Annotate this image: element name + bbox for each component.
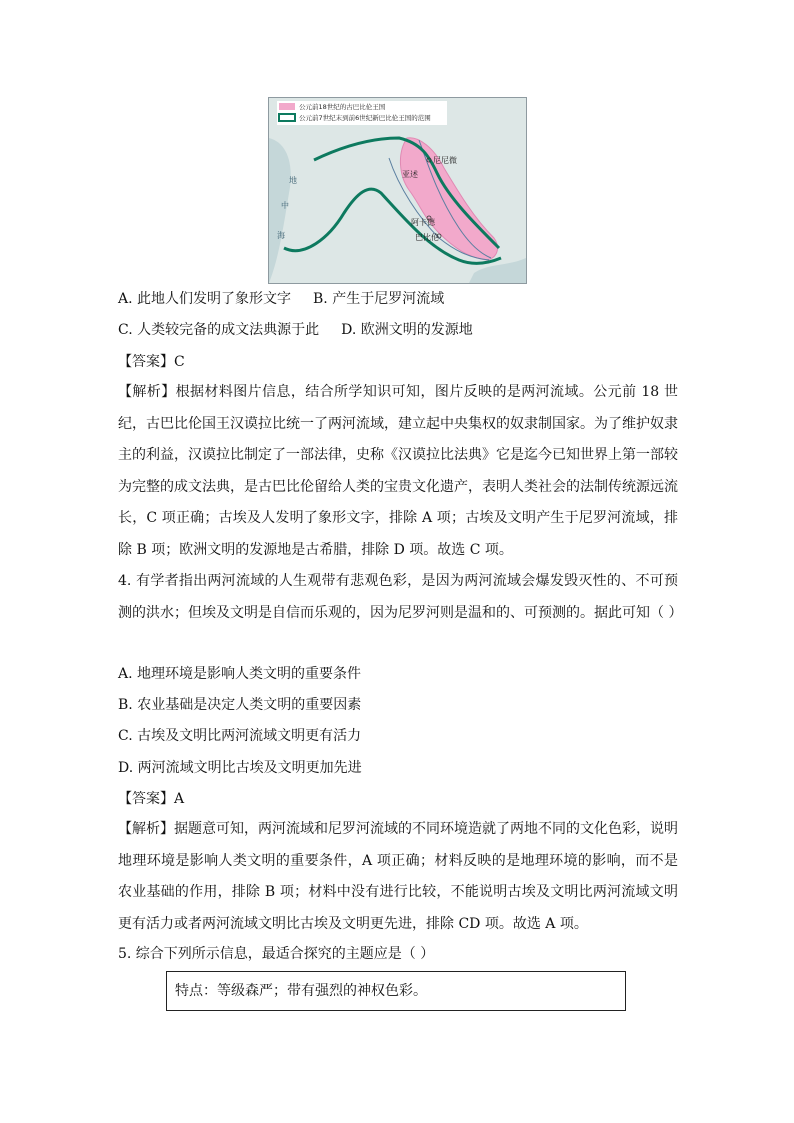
- label-di: 地: [289, 176, 297, 185]
- label-hai: 海: [277, 231, 285, 240]
- q4-option-b: B. 农业基础是决定人类文明的重要因素: [118, 697, 362, 713]
- q3-option-d: D. 欧洲文明的发源地: [341, 322, 473, 338]
- q4-option-d: D. 两河流域文明比古埃及文明更加先进: [118, 760, 362, 776]
- q3-option-a: A. 此地人们发明了象形文字: [118, 291, 292, 307]
- q3-options-row1: [118, 289, 444, 309]
- label-babylon: 巴比伦: [415, 233, 439, 242]
- q4-option-c: C. 古埃及文明比两河流域文明更有活力: [118, 728, 362, 744]
- label-zhong: 中: [281, 201, 289, 210]
- q4-option-a: A. 地理环境是影响人类文明的重要条件: [118, 666, 362, 682]
- legend-babylon: 公元前18世纪的古巴比伦王国: [299, 103, 386, 111]
- q5-box-text: 特点：等级森严；带有强烈的神权色彩。: [175, 983, 427, 999]
- q4-stem: 4. 有学者指出两河流域的人生观带有悲观色彩，是因为两河流域会爆发毁灭性的、不可预测的洪水；但埃及文明是自信而乐观的，因为尼罗河则是温和的、可预测的。据此可知（ ）: [118, 573, 683, 621]
- q3-analysis: 【解析】根据材料图片信息，结合所学知识可知，图片反映的是两河流域。公元前 18 世纪，古巴比伦国王汉谟拉比统一了两河流域，建立起中央集权的奴隶制国家。为了维护奴隶主的利益，汉谟拉比制定了一部法律，史称《汉谟拉比法典》它是迄今已知世界上第一部较为完整的成文法典，是古巴比伦留给人类的宝贵文化遗产，表明人类社会的法制传统源远流长，C 项正确；古埃及人发明了象形文字，排除 A 项；古埃及文明产生于尼罗河流域，排除 B 项；欧洲文明的发源地是古希腊，排除 D 项。故选 C 项。: [118, 384, 678, 558]
- q3-option-b: B. 产生于尼罗河流域: [313, 291, 445, 307]
- q3-option-c: C. 人类较完备的成文法典源于此: [118, 322, 320, 338]
- q4-analysis: 【解析】据题意可知，两河流域和尼罗河流域的不同环境造就了两地不同的文化色彩，说明地理环境是影响人类文明的重要条件，A 项正确；材料反映的是地理环境的影响，而不是农业基础的作用，排除 B 项；材料中没有进行比较，不能说明古埃及文明比两河流域文明更有活力或者两河流域文明比古埃及文明更先进，排除 CD 项。故选 A 项。: [118, 821, 678, 932]
- q5-info-box: [166, 971, 626, 1011]
- legend-neo: 公元前7世纪末到前6世纪新巴比伦王国的范围: [299, 114, 431, 122]
- q3-answer: 【答案】C: [118, 354, 185, 370]
- q4-answer: 【答案】A: [118, 791, 185, 807]
- label-akkad: 阿卡德: [411, 218, 435, 227]
- label-nineveh: 尼尼微: [433, 156, 457, 165]
- q3-options-row2: [118, 320, 473, 340]
- label-assyria: 亚述: [402, 170, 418, 179]
- mesopotamia-map: [268, 97, 527, 284]
- q5-stem: 5. 综合下列所示信息，最适合探究的主题应是（ ）: [118, 946, 435, 962]
- map-graphic: [269, 98, 526, 283]
